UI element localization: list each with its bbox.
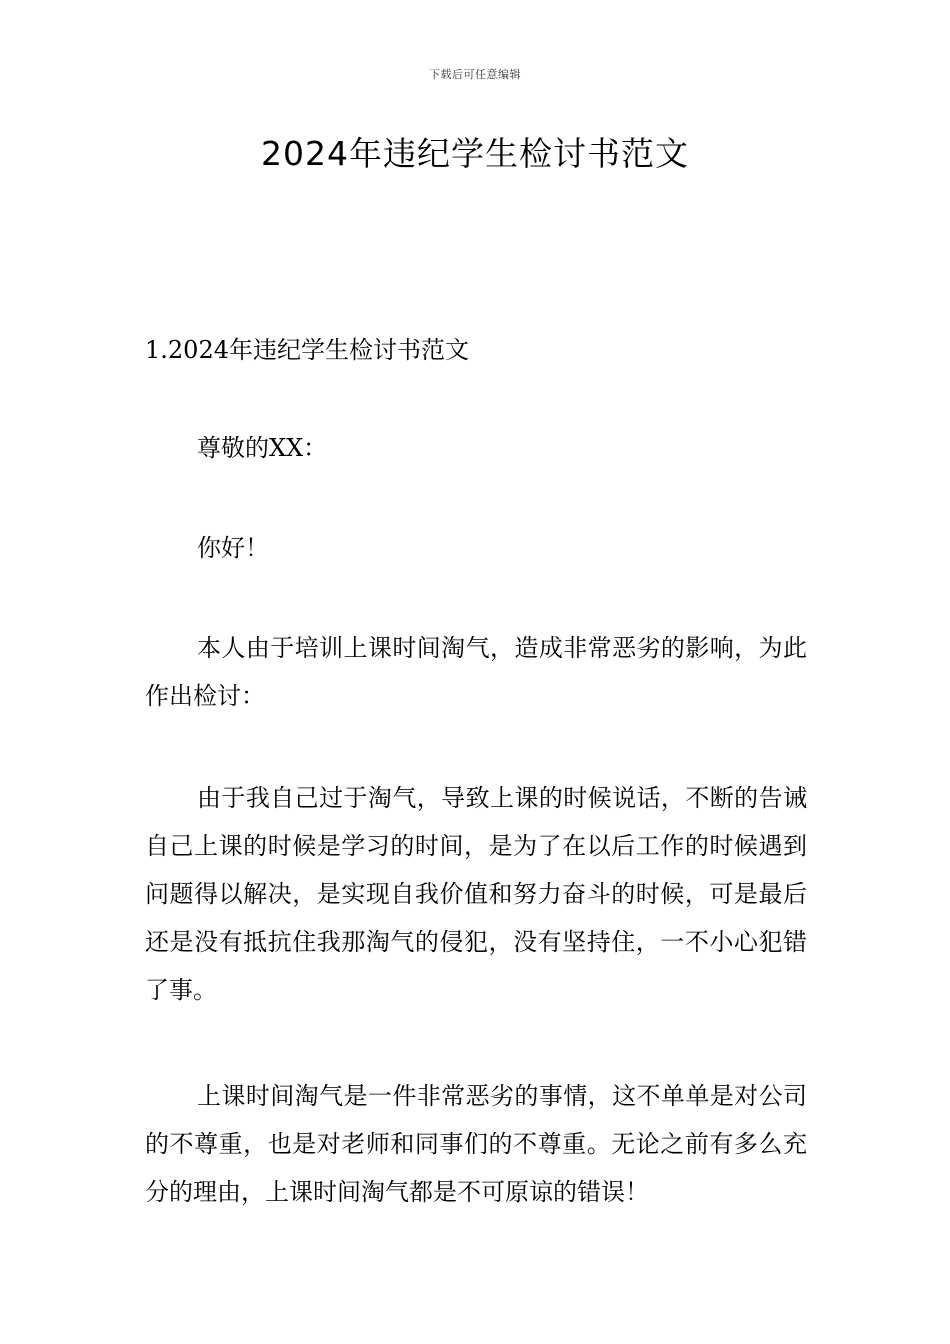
paragraph: 上课时间淘气是一件非常恶劣的事情，这不单单是对公司的不尊重，也是对老师和同事们的不尊重。无论之前有多么充分的理由，上课时间淘气都是不可原谅的错误！ xyxy=(145,1082,807,1206)
paragraph: 由于我自己过于淘气，导致上课的时候说话，不断的告诫自己上课的时候是学习的时间，是为了在以后工作的时候遇到问题得以解决，是实现自我价值和努力奋斗的时候，可是最后还是没有抵抗住我那淘气的侵犯，没有坚持住，一不小心犯错了事。 xyxy=(145,784,807,1004)
salutation: 尊敬的XX： xyxy=(197,434,328,462)
paragraph: 本人由于培训上课时间淘气，造成非常恶劣的影响，为此作出检讨： xyxy=(145,634,807,710)
section-heading: 1.2024年违纪学生检讨书范文 xyxy=(145,336,469,364)
header-note: 下载后可任意编辑 xyxy=(429,68,521,81)
document-title: 2024年违纪学生检讨书范文 xyxy=(261,134,689,173)
greeting: 你好！ xyxy=(197,534,269,562)
